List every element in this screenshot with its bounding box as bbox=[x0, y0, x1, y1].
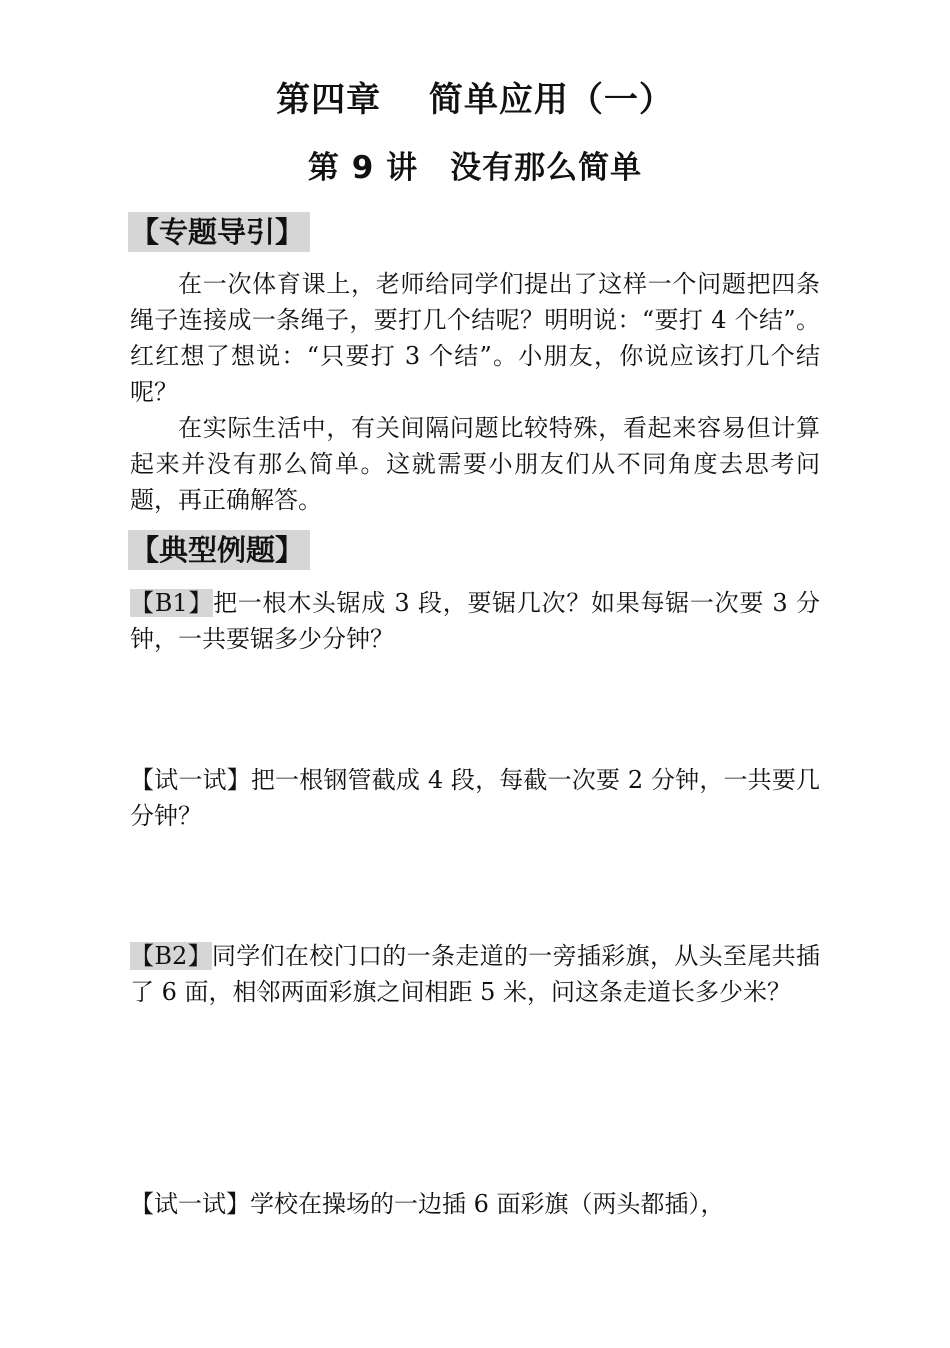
problem-label: 【B1】 bbox=[130, 589, 214, 617]
problem-b1 bbox=[130, 585, 820, 657]
problem-b2 bbox=[130, 938, 820, 1010]
chapter-title: 第四章 简单应用（一） bbox=[276, 80, 674, 120]
problem-text: 把一根钢管截成 4 段，每截一次要 2 分钟，一共要几分钟？ bbox=[130, 766, 820, 830]
problem-label: 【试一试】 bbox=[130, 766, 251, 794]
problem-text: 学校在操场的一边插 6 面彩旗（两头都插）， bbox=[250, 1190, 725, 1218]
problem-try-1 bbox=[130, 762, 820, 834]
problem-text: 把一根木头锯成 3 段，要锯几次？如果每锯一次要 3 分钟，一共要锯多少分钟？ bbox=[130, 589, 821, 653]
problem-try-2 bbox=[130, 1186, 820, 1222]
examples-section-heading: 【典型例题】 bbox=[128, 530, 310, 570]
lecture-title: 第 9 讲 没有那么简单 bbox=[307, 150, 643, 186]
problem-label: 【试一试】 bbox=[130, 1190, 250, 1218]
intro-paragraph-2: 在实际生活中，有关间隔问题比较特殊，看起来容易但计算起来并没有那么简单。这就需要小朋友们从不同角度去思考问题，再正确解答。 bbox=[130, 414, 820, 514]
intro-section-heading: 【专题导引】 bbox=[128, 212, 310, 252]
intro-paragraph-1: 在一次体育课上，老师给同学们提出了这样一个问题把四条绳子连接成一条绳子，要打几个结呢？明明说：“要打 4 个结”。红红想了想说：“只要打 3 个结”。小朋友，你说应该打几个结呢？ bbox=[130, 270, 820, 406]
problem-text: 同学们在校门口的一条走道的一旁插彩旗，从头至尾共插了 6 面，相邻两面彩旗之间相距 5 米，问这条走道长多少米？ bbox=[130, 942, 821, 1006]
problem-label: 【B2】 bbox=[130, 942, 212, 970]
